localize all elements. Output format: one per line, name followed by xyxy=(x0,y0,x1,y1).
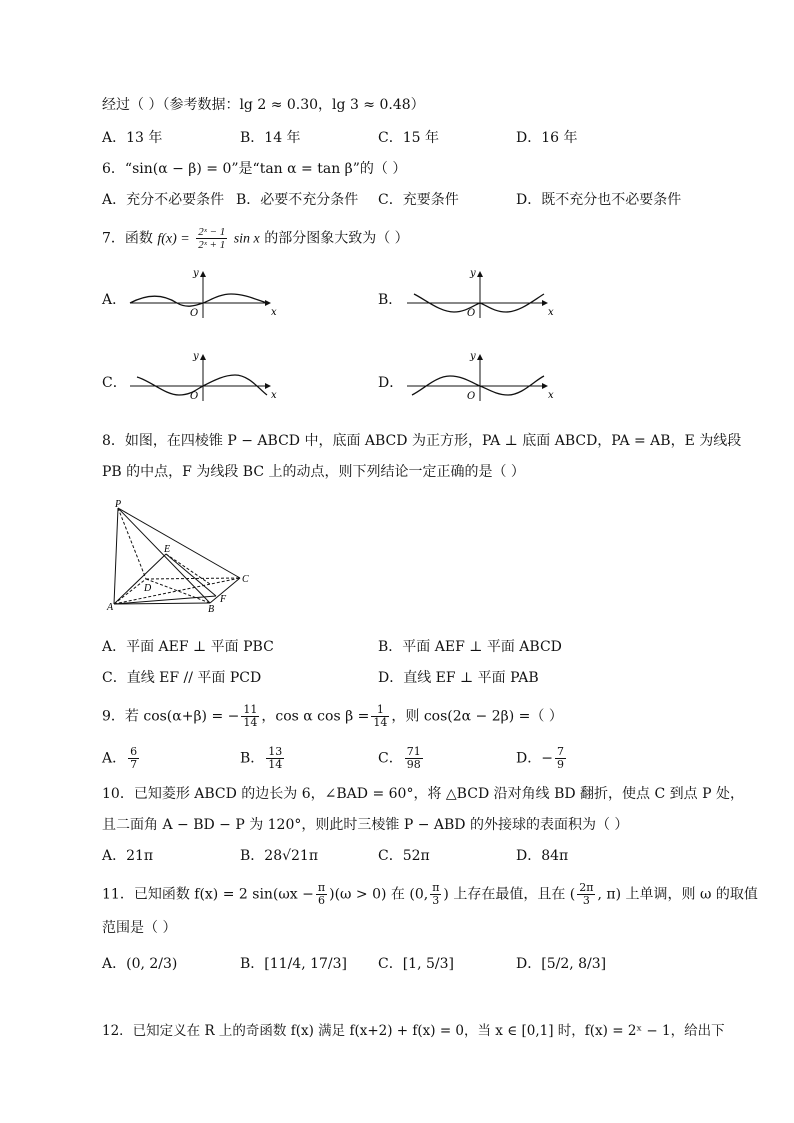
graph-d-origin: O xyxy=(467,391,476,402)
q9-option-b-num: 13 xyxy=(268,745,283,758)
fig-label-b: B xyxy=(208,604,215,614)
q7-label-c: C． xyxy=(102,375,127,391)
q9-option-b xyxy=(240,746,286,771)
q9-option-d-num: 7 xyxy=(556,745,564,758)
q11-frac3-num: 2π xyxy=(579,881,594,894)
q9-option-d-frac xyxy=(555,746,566,771)
graph-a-y-label: y xyxy=(193,268,199,279)
q6-option-a: A．充分不必要条件 xyxy=(102,192,225,208)
q11-option-d xyxy=(516,955,606,973)
q11-option-d-text: [5/2, 8/3] xyxy=(541,956,607,972)
q9-frac2-den: 14 xyxy=(373,716,388,729)
q11-option-c-label: C． xyxy=(378,956,403,972)
q9-frac2 xyxy=(371,704,389,729)
fig-label-e: E xyxy=(164,544,171,555)
q8-option-d: D．直线 EF ⊥ 平面 PAB xyxy=(378,670,539,686)
q9-frac1-den: 14 xyxy=(243,716,258,729)
graph-b-y-label: y xyxy=(470,268,476,279)
q11-option-b-text: [11/4, 17/3] xyxy=(264,956,347,972)
graph-c xyxy=(125,349,280,404)
fig-label-p: P xyxy=(115,499,122,510)
graph-d-x-label: x xyxy=(548,390,554,401)
q9-option-a-frac xyxy=(128,746,139,771)
q8-option-b: B．平面 AEF ⊥ 平面 ABCD xyxy=(378,639,562,655)
q9-frac1-num: 11 xyxy=(243,703,258,716)
q9-option-c-frac xyxy=(405,746,423,771)
graph-c-x-label: x xyxy=(271,390,277,401)
q9-option-d-sign: − xyxy=(541,750,553,767)
q9-part2: ，cos α cos β = xyxy=(261,708,370,725)
q10-line1: 10．已知菱形 ABCD 的边长为 6，∠BAD = 60°，将 △BCD 沿对角线 BD 翻折，使点 C 到点 P 处， xyxy=(102,786,744,802)
q8-option-c: C．直线 EF // 平面 PCD xyxy=(102,670,262,686)
graph-c-curve xyxy=(137,375,267,395)
q11-frac2-den: 3 xyxy=(432,894,440,907)
q5-option-a: A．13 年 xyxy=(102,130,163,146)
q9-part3: ，则 cos(2α − 2β) =（ ） xyxy=(391,708,563,725)
q6-option-d: D．既不充分也不必要条件 xyxy=(516,192,682,208)
q10-option-c: C．52π xyxy=(378,848,430,864)
q9-option-d-den: 9 xyxy=(556,758,564,771)
q11-option-a-label: A． xyxy=(102,956,127,972)
q11-part4: , π) 上单调，则 ω 的取值 xyxy=(597,886,758,903)
graph-a xyxy=(125,266,280,321)
q7-suffix: 的部分图象大致为（ ） xyxy=(264,230,409,247)
q7-fraction xyxy=(196,226,227,251)
graph-c-origin: O xyxy=(190,391,199,402)
q11-option-a-text: (0, 2/3) xyxy=(126,956,178,972)
q11-option-b-label: B． xyxy=(240,956,265,972)
fig-label-c: C xyxy=(242,574,249,585)
q7-den: 2ˣ + 1 xyxy=(198,239,226,251)
q9-frac2-num: 1 xyxy=(371,704,389,717)
q5-tail: 经过（ ）（参考数据：lg 2 ≈ 0.30，lg 3 ≈ 0.48） xyxy=(102,97,425,113)
graph-d xyxy=(402,349,557,404)
q7-label-a: A． xyxy=(102,292,127,308)
graph-a-curve xyxy=(130,294,267,306)
q11-stem xyxy=(102,882,758,907)
q9-option-c-den: 98 xyxy=(406,758,421,771)
q12-line1: 12．已知定义在 R 上的奇函数 f(x) 满足 f(x+2) + f(x) = 0，当 x ∈ [0,1] 时，f(x) = 2ˣ − 1，给出下 xyxy=(102,1023,725,1039)
q9-option-c xyxy=(378,746,425,771)
q5-option-d: D．16 年 xyxy=(516,130,578,146)
graph-a-origin: O xyxy=(190,308,199,319)
q11-frac1-den: 6 xyxy=(318,894,325,907)
q11-frac2-num: π xyxy=(432,881,440,894)
pyramid-figure xyxy=(104,496,264,614)
q11-option-a xyxy=(102,955,177,973)
q9-frac1 xyxy=(241,704,259,729)
q8-line2: PB 的中点，F 为线段 BC 上的动点，则下列结论一定正确的是（ ） xyxy=(102,464,525,480)
q11-frac1 xyxy=(316,882,327,907)
q11-frac1-num: π xyxy=(317,881,326,894)
q6-option-c: C．充要条件 xyxy=(378,192,459,208)
fig-label-a: A xyxy=(107,602,114,613)
q9-option-a-label: A． xyxy=(102,750,127,767)
q7-prefix: 7．函数 xyxy=(102,230,153,247)
q9-option-a-den: 7 xyxy=(130,758,138,771)
q9-option-b-label: B． xyxy=(240,750,265,767)
q9-option-b-frac xyxy=(266,746,284,771)
q11-option-c xyxy=(378,955,454,973)
q11-line2: 范围是（ ） xyxy=(102,920,177,936)
q11-part1: 11．已知函数 f(x) = 2 sin(ωx − xyxy=(102,886,314,903)
q7-func-tail: sin x xyxy=(233,231,260,247)
q7-label-b: B． xyxy=(378,292,403,308)
graph-b-origin: O xyxy=(467,308,476,319)
q9-option-d xyxy=(516,746,568,771)
graph-c-y-label: y xyxy=(193,351,199,362)
graph-a-x-label: x xyxy=(271,307,277,318)
graph-d-y-label: y xyxy=(470,351,476,362)
q7-label-d: D． xyxy=(378,375,404,391)
graph-b xyxy=(402,266,557,321)
q9-option-c-num: 71 xyxy=(406,745,421,758)
q7-num: 2ˣ − 1 xyxy=(198,226,226,238)
q8-line1: 8．如图，在四棱锥 P − ABCD 中，底面 ABCD 为正方形，PA ⊥ 底面 ABCD，PA = AB，E 为线段 xyxy=(102,433,742,449)
q9-option-c-label: C． xyxy=(378,750,403,767)
q9-option-a-num: 6 xyxy=(130,745,138,758)
q11-option-d-label: D． xyxy=(516,956,542,972)
q9-option-d-label: D． xyxy=(516,750,542,767)
q11-part3: ) 上存在最值，且在 ( xyxy=(443,886,576,903)
q11-frac2 xyxy=(430,882,441,907)
q11-part2: )(ω > 0) 在 (0, xyxy=(329,886,429,903)
fig-label-f: F xyxy=(220,594,227,605)
q5-option-b: B．14 年 xyxy=(240,130,301,146)
q8-option-a: A．平面 AEF ⊥ 平面 PBC xyxy=(102,639,274,655)
q11-frac3-den: 3 xyxy=(582,894,590,907)
q11-option-b xyxy=(240,955,347,973)
q10-option-b: B．28√21π xyxy=(240,848,319,864)
q9-stem xyxy=(102,704,563,729)
q6-option-b: B．必要不充分条件 xyxy=(236,192,359,208)
q10-option-a: A．21π xyxy=(102,848,154,864)
graph-b-x-label: x xyxy=(548,307,554,318)
q9-option-b-den: 14 xyxy=(268,758,283,771)
q7-func-lhs: f(x) = xyxy=(157,231,190,247)
fig-label-d: D xyxy=(144,583,152,594)
q9-part1: 9．若 cos(α+β) = − xyxy=(102,708,240,725)
q6-stem: 6．“sin(α − β) = 0”是“tan α = tan β”的（ ） xyxy=(102,161,407,177)
q5-option-c: C．15 年 xyxy=(378,130,439,146)
q10-option-d: D．84π xyxy=(516,848,569,864)
q9-option-a xyxy=(102,746,141,771)
q10-line2: 且二面角 A − BD − P 为 120°，则此时三棱锥 P − ABD 的外接球的表面积为（ ） xyxy=(102,817,629,833)
q11-option-c-text: [1, 5/3] xyxy=(402,956,454,972)
q11-frac3 xyxy=(577,882,595,907)
q7-stem xyxy=(102,226,409,251)
